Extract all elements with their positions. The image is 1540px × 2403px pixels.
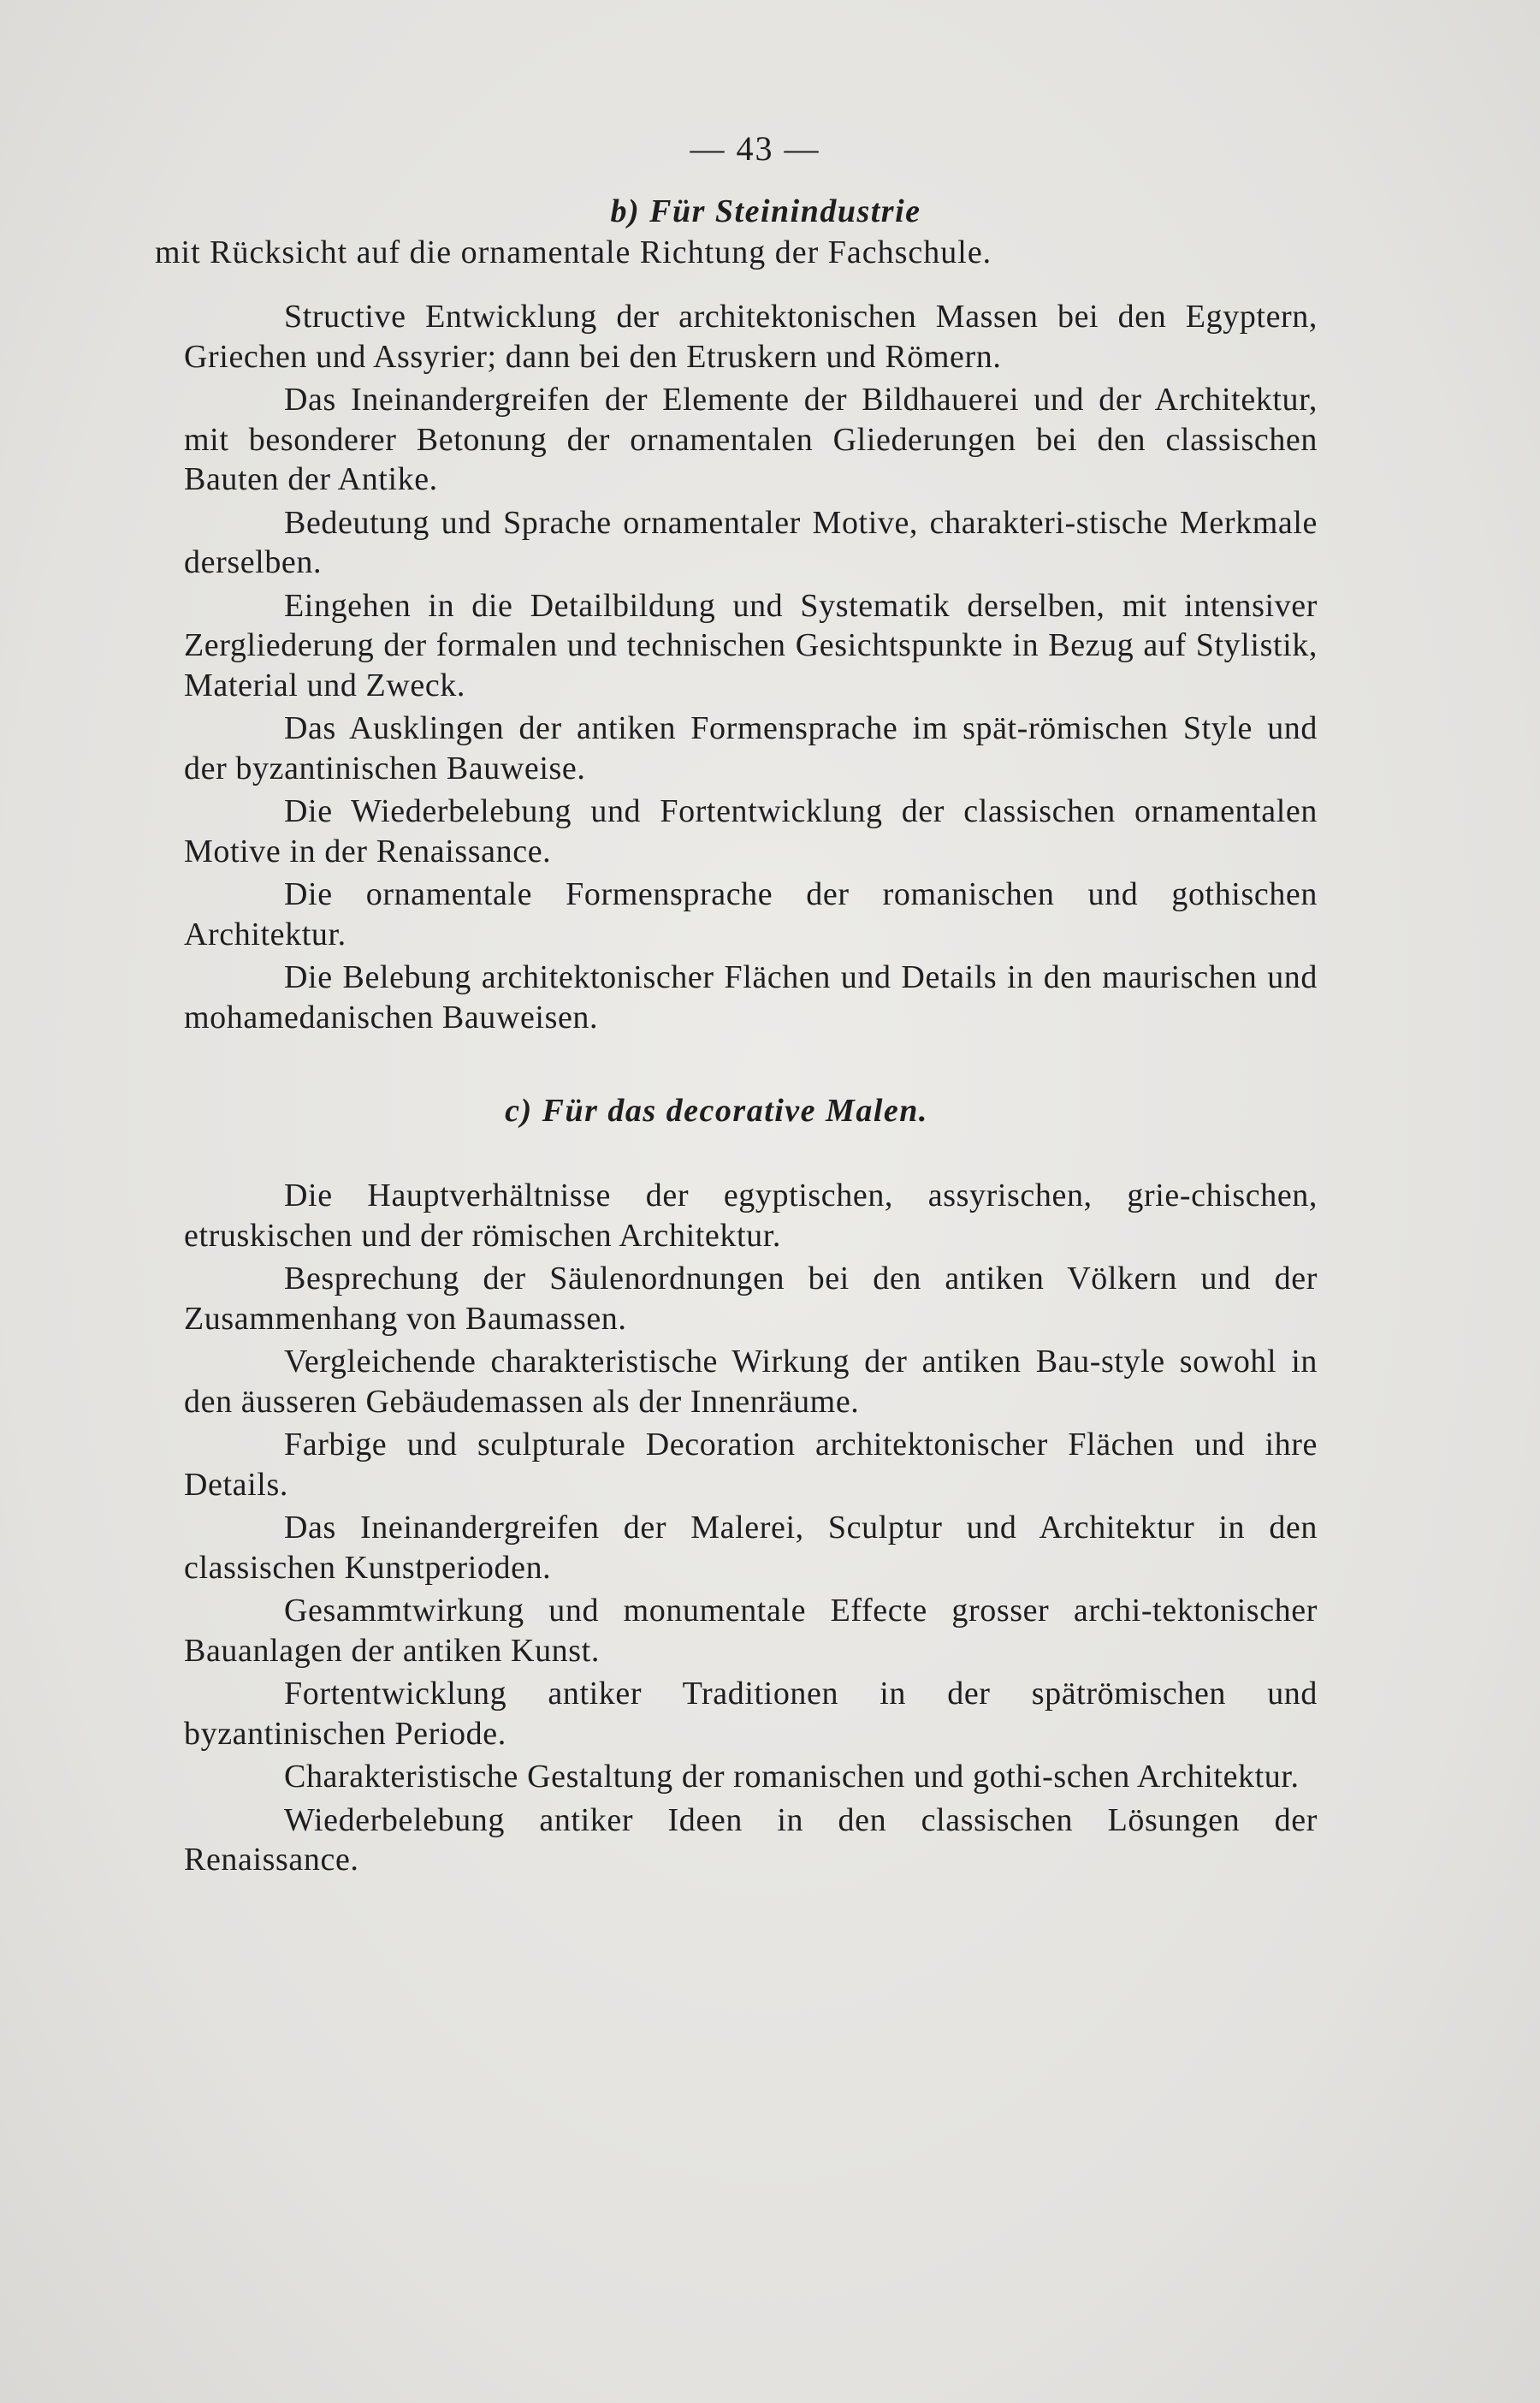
section-b-paragraph: Die Wiederbelebung und Fortentwicklung der classischen ornamentalen Motive in der Renaissance. <box>184 793 1318 869</box>
section-c-paragraph: Farbige und sculpturale Decoration architektonischer Flächen und ihre Details. <box>184 1427 1318 1503</box>
section-c-paragraph: Gesammtwirkung und monumentale Effecte grosser archi-tektonischer Bauanlagen der antiken Kunst. <box>184 1593 1318 1669</box>
section-c-paragraph: Die Hauptverhältnisse der egyptischen, assyrischen, grie-chischen, etruskischen und der römischen Architektur. <box>184 1178 1318 1254</box>
section-b-heading: b) Für Steinindustrie <box>610 193 921 229</box>
section-b-paragraph: Die Belebung architektonischer Flächen und Details in den maurischen und mohamedanischen Bauweisen. <box>184 959 1318 1035</box>
section-c-paragraph: Besprechung der Säulenordnungen bei den antiken Völkern und der Zusammenhang von Baumassen. <box>184 1261 1318 1337</box>
section-b-paragraph: Die ornamentale Formensprache der romanischen und gothischen Architektur. <box>184 876 1318 952</box>
section-b-paragraph: Eingehen in die Detailbildung und Systematik derselben, mit intensiver Zergliederung der formalen und technischen Gesichtspunkte in Bezug auf Stylistik, Material und Zweck. <box>184 587 1318 703</box>
section-c-paragraph: Charakteristische Gestaltung der romanischen und gothi-schen Architektur. <box>284 1759 1300 1795</box>
section-b-paragraph: Structive Entwicklung der architektonischen Massen bei den Egyptern, Griechen und Assyrier; dann bei den Etruskern und Römern. <box>184 299 1318 375</box>
section-c-paragraph: Fortentwicklung antiker Traditionen in der spätrömischen und byzantinischen Periode. <box>184 1676 1318 1752</box>
section-b-paragraph: Bedeutung und Sprache ornamentaler Motive, charakteri-stische Merkmale derselben. <box>184 504 1318 580</box>
section-c-paragraph: Vergleichende charakteristische Wirkung der antiken Bau-style sowohl in den äusseren Gebäudemassen als der Innenräume. <box>184 1344 1318 1420</box>
section-b-paragraph: Das Ineinandergreifen der Elemente der Bildhauerei und der Architektur, mit besonderer Betonung der ornamentalen Gliederungen bei den classischen Bauten der Antike. <box>184 382 1318 497</box>
section-b-subheading: mit Rücksicht auf die ornamentale Richtung der Fachschule. <box>155 234 992 270</box>
page-number: — 43 — <box>690 129 820 168</box>
section-c-paragraph: Wiederbelebung antiker Ideen in den classischen Lösungen der Renaissance. <box>184 1801 1318 1878</box>
section-b-paragraph: Das Ausklingen der antiken Formensprache im spät-römischen Style und der byzantinischen Bauweise. <box>184 710 1318 786</box>
section-c-paragraph: Das Ineinandergreifen der Malerei, Sculptur und Architektur in den classischen Kunstperioden. <box>184 1510 1318 1586</box>
section-c-heading: c) Für das decorative Malen. <box>505 1093 928 1129</box>
page-text-block <box>155 128 1318 1884</box>
